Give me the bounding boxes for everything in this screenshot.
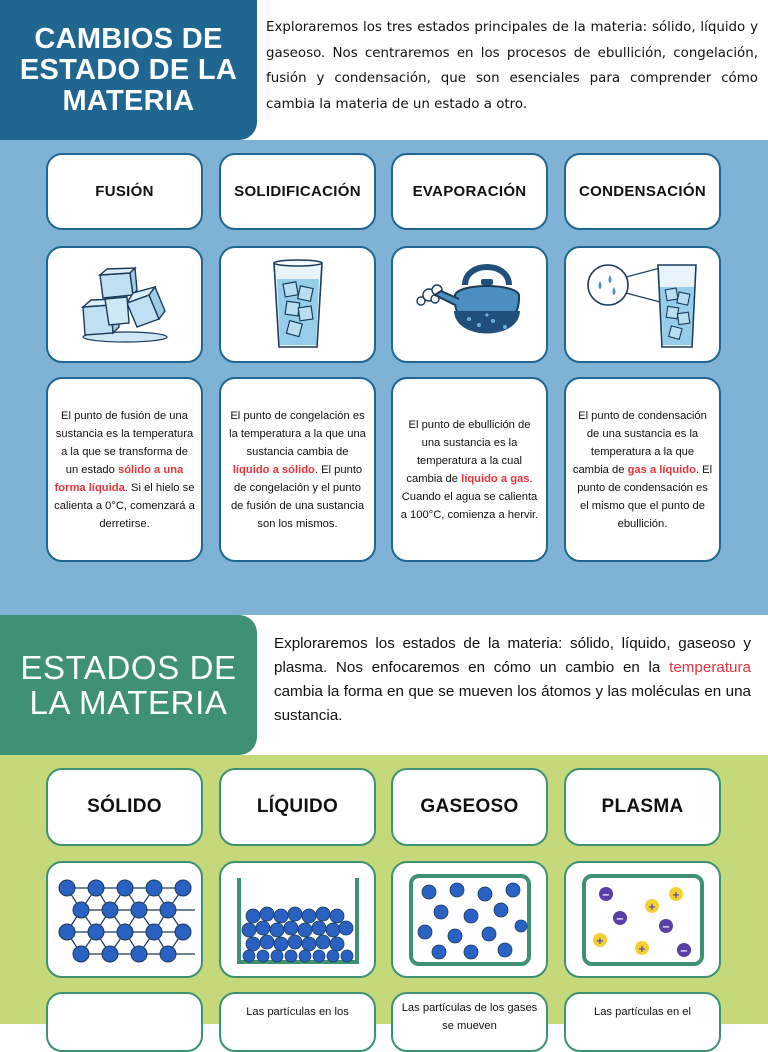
desc-text [572, 407, 713, 533]
svg-text:−: − [601, 889, 610, 901]
desc-pre: El punto de fusión de una sustancia es la temperatura a la que se transforma de un estado [55, 409, 194, 476]
desc-post: . Si el hielo se calienta a 0°C, comenzará a derretirse. [54, 481, 195, 530]
desc-highlight: líquido a gas [461, 472, 530, 485]
desc-text: Las partículas de los gases se mueven [401, 1002, 538, 1032]
label-text: SOLIDIFICACIÓN [234, 183, 361, 200]
card-label-evaporacion [391, 153, 548, 230]
card-icon-solidificacion [219, 246, 376, 363]
card-label-condensacion [564, 153, 721, 230]
svg-text:−: − [679, 945, 688, 957]
svg-text:+: + [671, 889, 680, 901]
plasma-charged-particles-icon [578, 870, 708, 970]
boiling-kettle-icon [407, 257, 532, 352]
desc-text: Las partículas en el [593, 1006, 692, 1018]
svg-text:−: − [661, 921, 670, 933]
glass-with-ice-icon [268, 257, 328, 352]
label-text: GASEOSO [420, 796, 519, 817]
solid-lattice-particles-icon [55, 870, 195, 970]
card-desc-evaporacion [391, 377, 548, 562]
section2-title: ESTADOS DE LA MATERIA [20, 649, 237, 721]
glass-with-condensation-icon [580, 257, 705, 352]
card-icon-plasma [564, 861, 721, 978]
desc-text [54, 407, 195, 533]
section1-title-box [0, 0, 257, 140]
label-text: CONDENSACIÓN [579, 183, 706, 200]
section2-title-box [0, 615, 257, 755]
card-desc-fusion [46, 377, 203, 562]
svg-text:+: + [647, 901, 656, 913]
section1-title: CAMBIOS DE ESTADO DE LA MATERIA [19, 22, 238, 117]
desc-post: . El punto de condensación es el mismo que el punto de ebullición. [577, 463, 713, 530]
card-icon-fusion [46, 246, 203, 363]
desc-highlight: gas a líquido [627, 463, 696, 476]
melting-ice-cubes-icon [75, 265, 175, 345]
desc-post: . El punto de congelación y el punto de fusión de una sustancia son los mismos. [230, 463, 365, 530]
desc-pre: El punto de condensación de una sustancia es la temperatura a la que cambia de [572, 409, 707, 476]
card-label-liquido [219, 768, 376, 846]
desc-text [399, 416, 540, 524]
card-desc-plasma [564, 992, 721, 1052]
label-text: EVAPORACIÓN [412, 183, 527, 200]
card-desc-liquido [219, 992, 376, 1052]
section1-intro: Exploraremos los tres estados principales de la materia: sólido, líquido y gaseoso. Nos centraremos en los procesos de ebullición, congelación, fusión y condensación, que son esenciales para comprender cómo cambia la materia de un estado a otro. [266, 20, 758, 112]
card-icon-evaporacion [391, 246, 548, 363]
section2-intro [274, 632, 751, 728]
card-icon-condensacion [564, 246, 721, 363]
card-desc-gaseoso [391, 992, 548, 1052]
card-label-gaseoso [391, 768, 548, 846]
desc-highlight: líquido a sólido [232, 463, 315, 476]
card-desc-condensacion [564, 377, 721, 562]
intro-pre: Exploraremos los estados de la materia: sólido, líquido, gaseoso y plasma. Nos enfocaremos en cómo un cambio en la [274, 635, 751, 676]
card-label-fusion [46, 153, 203, 230]
svg-text:−: − [615, 913, 624, 925]
desc-text: Las partículas en los [246, 1006, 349, 1018]
desc-post: . Cuando el agua se calienta a 100°C, comienza a hervir. [400, 472, 539, 521]
card-label-solido [46, 768, 203, 846]
label-text: SÓLIDO [87, 796, 162, 817]
card-label-plasma [564, 768, 721, 846]
card-icon-liquido [219, 861, 376, 978]
label-text: FUSIÓN [95, 183, 154, 200]
desc-text [48, 994, 201, 1034]
desc-text [227, 407, 368, 533]
card-desc-solidificacion [219, 377, 376, 562]
desc-highlight: sólido a una forma líquida [54, 463, 184, 494]
card-icon-gaseoso [391, 861, 548, 978]
card-icon-solido [46, 861, 203, 978]
svg-text:+: + [637, 943, 646, 955]
label-text: LÍQUIDO [256, 796, 339, 817]
liquid-particles-container-icon [233, 870, 363, 970]
card-desc-solido [46, 992, 203, 1052]
label-text: PLASMA [601, 796, 684, 817]
desc-pre: El punto de ebullición de una sustancia es la temperatura a la cual cambia de [406, 418, 531, 485]
intro-post: cambia la forma en que se mueven los átomos y las moléculas en una sustancia. [274, 683, 751, 724]
card-label-solidificacion [219, 153, 376, 230]
intro-highlight: temperatura [669, 659, 751, 676]
gas-particles-container-icon [405, 870, 535, 970]
svg-text:+: + [595, 935, 604, 947]
desc-pre: El punto de congelación es la temperatura a la que una sustancia cambia de [229, 409, 366, 458]
